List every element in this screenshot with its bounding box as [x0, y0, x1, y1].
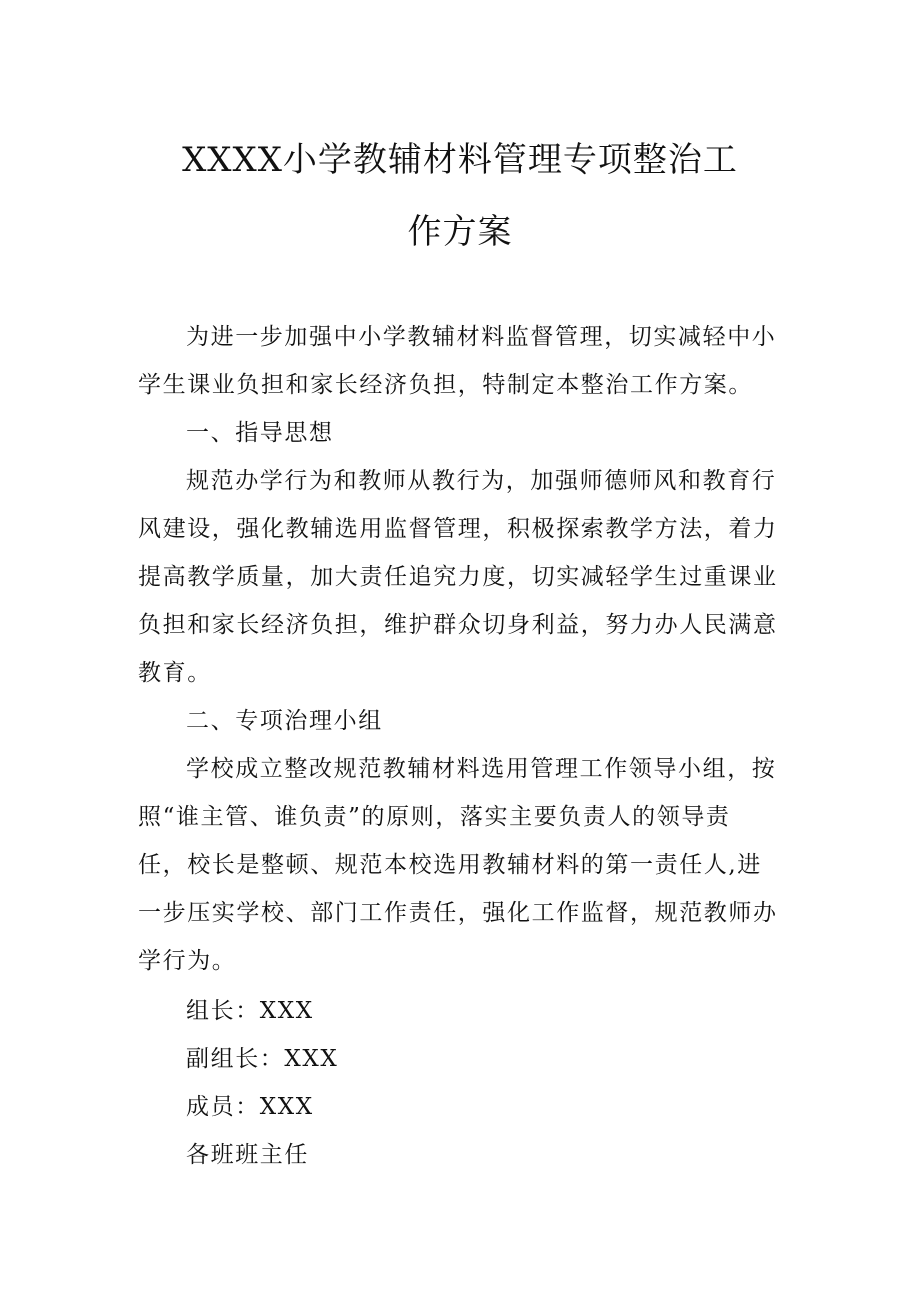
section-heading: 一、指导思想	[186, 420, 334, 446]
member-leader: 组长：XXX	[186, 998, 314, 1024]
paragraph-line: 规范办学行为和教师从教行为，加强师德师风和教育行	[186, 468, 777, 494]
paragraph-line: 为进一步加强中小学教辅材料监督管理，切实减轻中小	[186, 324, 777, 350]
member-class-teachers: 各班班主任	[186, 1142, 309, 1168]
document-title-line-1: XXXX小学教辅材料管理专项整治工	[182, 140, 738, 180]
member-deputy-leader: 副组长：XXX	[186, 1046, 339, 1072]
document-title-line-2: 作方案	[407, 212, 513, 252]
section-heading: 二、专项治理小组	[186, 708, 383, 734]
paragraph-line: 学行为。	[138, 948, 237, 974]
paragraph-line: 学生课业负担和家长经济负担，特制定本整治工作方案。	[138, 372, 753, 398]
paragraph-line: 任，校长是整顿、规范本校选用教辅材料的第一责任人,进	[138, 852, 762, 878]
paragraph-line: 提高教学质量，加大责任追究力度，切实减轻学生过重课业	[138, 564, 778, 590]
member-members: 成员：XXX	[186, 1094, 314, 1120]
paragraph-line: 教育。	[138, 660, 212, 686]
paragraph-line: 负担和家长经济负担，维护群众切身利益，努力办人民满意	[138, 612, 778, 638]
paragraph-line: 学校成立整改规范教辅材料选用管理工作领导小组，按	[186, 756, 777, 782]
paragraph-line: 风建设，强化教辅选用监督管理，积极探索教学方法，着力	[138, 516, 778, 542]
paragraph-line: 一步压实学校、部门工作责任，强化工作监督，规范教师办	[138, 900, 778, 926]
paragraph-line: 照“谁主管、谁负责”的原则，落实主要负责人的领导责	[138, 804, 731, 830]
